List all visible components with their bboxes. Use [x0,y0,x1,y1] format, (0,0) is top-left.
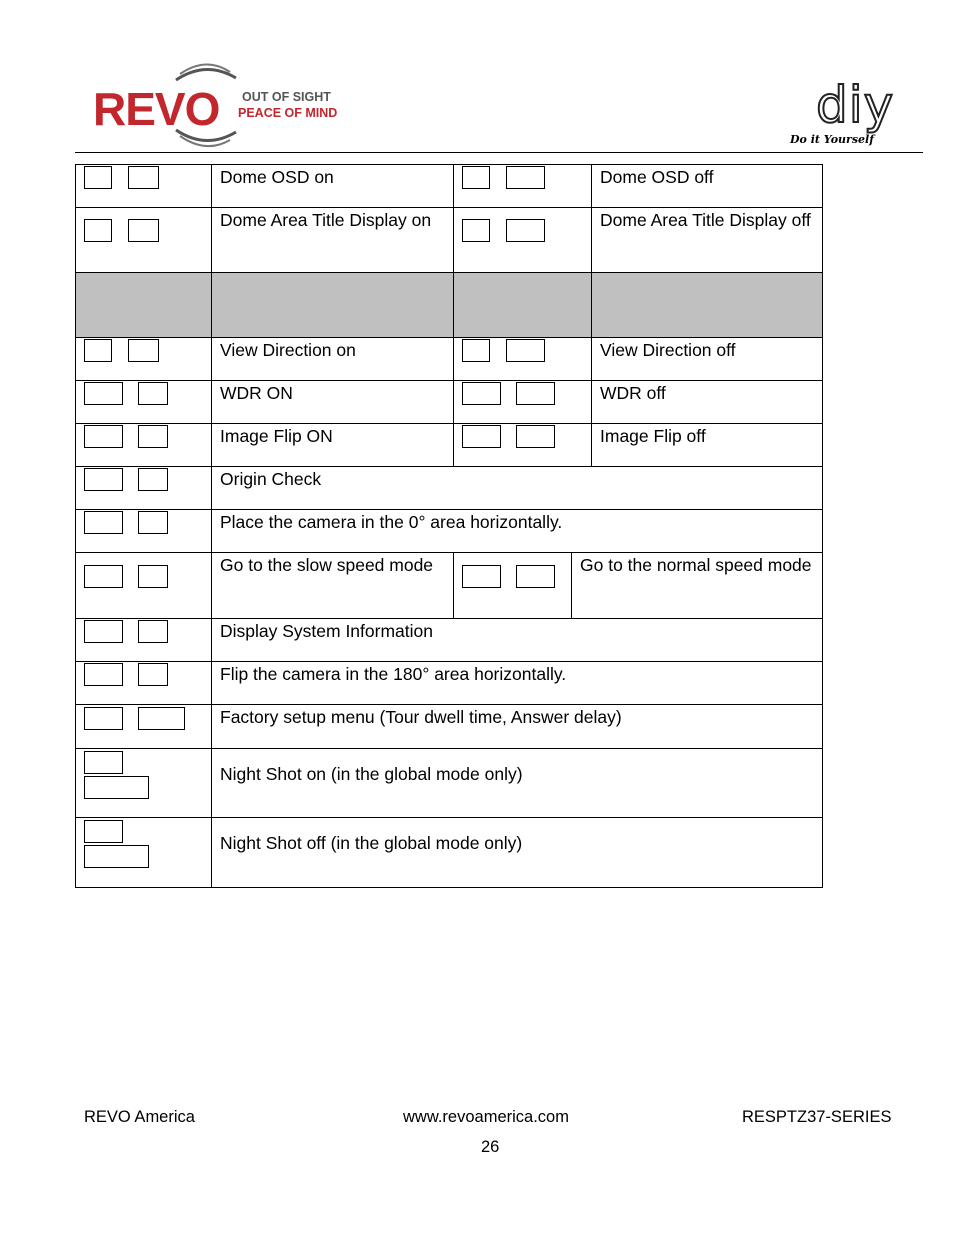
key-cell [76,553,212,619]
key-box [506,339,545,362]
command-label: Display System Information [212,619,823,662]
command-label: Night Shot on (in the global mode only) [212,749,823,818]
key-box [462,219,490,242]
key-box [84,468,123,491]
command-label: View Direction on [212,338,454,381]
key-cell [454,165,592,208]
table-row [76,705,823,749]
key-box [84,820,123,843]
command-label: Flip the camera in the 180° area horizontally. [212,662,823,705]
key-cell [454,553,572,619]
key-cell [454,424,592,467]
table-row-shaded [76,273,823,338]
command-label: Night Shot off (in the global mode only) [212,818,823,888]
diy-tagline: Do it Yourself [790,133,874,146]
table-row [76,553,823,619]
key-cell [76,165,212,208]
tagline-peace-of-mind: PEACE OF MIND [238,106,338,120]
key-box [84,776,149,799]
key-box [84,751,123,774]
command-table [75,164,823,888]
command-label: Go to the slow speed mode [212,553,454,619]
key-cell [76,818,212,888]
key-box [516,565,555,588]
command-label: Dome OSD off [592,165,823,208]
command-label: Image Flip ON [212,424,454,467]
key-cell [76,749,212,818]
table-row [76,619,823,662]
key-box [516,382,555,405]
command-label [592,273,823,338]
key-box [128,219,159,242]
key-box [84,565,123,588]
command-label: Place the camera in the 0° area horizontally. [212,510,823,553]
key-cell [454,381,592,424]
table-row [76,662,823,705]
key-box [84,620,123,643]
key-cell [76,467,212,510]
command-label: WDR ON [212,381,454,424]
table-row [76,381,823,424]
key-box [462,382,501,405]
command-label: Dome Area Title Display off [592,208,823,273]
command-label: Origin Check [212,467,823,510]
command-label: Dome Area Title Display on [212,208,454,273]
key-cell [76,208,212,273]
table-row [76,208,823,273]
key-cell [76,705,212,749]
page-number: 26 [481,1138,500,1156]
command-label: View Direction off [592,338,823,381]
key-box [138,565,168,588]
table-row [76,424,823,467]
table-row [76,165,823,208]
key-box [84,219,112,242]
key-box [84,339,112,362]
key-box [138,382,168,405]
key-cell [454,338,592,381]
key-box [84,845,149,868]
key-cell [454,273,592,338]
command-label: Go to the normal speed mode [572,553,823,619]
key-box [506,166,545,189]
revo-logo [88,62,348,150]
key-box [84,166,112,189]
key-box [138,620,168,643]
key-box [84,382,123,405]
key-box [138,425,168,448]
key-box [84,707,123,730]
command-label: Dome OSD on [212,165,454,208]
key-cell [76,338,212,381]
key-box [462,565,501,588]
key-box [138,707,185,730]
key-box [138,663,168,686]
tagline-out-of-sight: OUT OF SIGHT [242,90,331,104]
key-cell [454,208,592,273]
command-label: WDR off [592,381,823,424]
diy-logo [790,76,925,152]
key-cell [76,619,212,662]
command-label: Image Flip off [592,424,823,467]
footer-model: RESPTZ37-SERIES [742,1108,892,1126]
key-cell [76,273,212,338]
key-box [84,425,123,448]
table-row [76,818,823,888]
table-row [76,467,823,510]
key-box [138,511,168,534]
key-box [516,425,555,448]
revo-wordmark: REVO [93,83,220,135]
command-label [212,273,454,338]
key-cell [76,662,212,705]
key-box [138,468,168,491]
diy-wordmark: diy [816,76,895,134]
footer-website: www.revoamerica.com [403,1108,569,1126]
key-cell [76,381,212,424]
key-box [84,663,123,686]
key-box [462,339,490,362]
key-box [128,166,159,189]
key-box [84,511,123,534]
key-cell [76,424,212,467]
footer-company: REVO America [84,1108,195,1126]
table-row [76,749,823,818]
command-label: Factory setup menu (Tour dwell time, Answer delay) [212,705,823,749]
table-row [76,510,823,553]
key-cell [76,510,212,553]
key-box [128,339,159,362]
header-rule [75,152,923,153]
table-row [76,338,823,381]
key-box [506,219,545,242]
key-box [462,425,501,448]
key-box [462,166,490,189]
